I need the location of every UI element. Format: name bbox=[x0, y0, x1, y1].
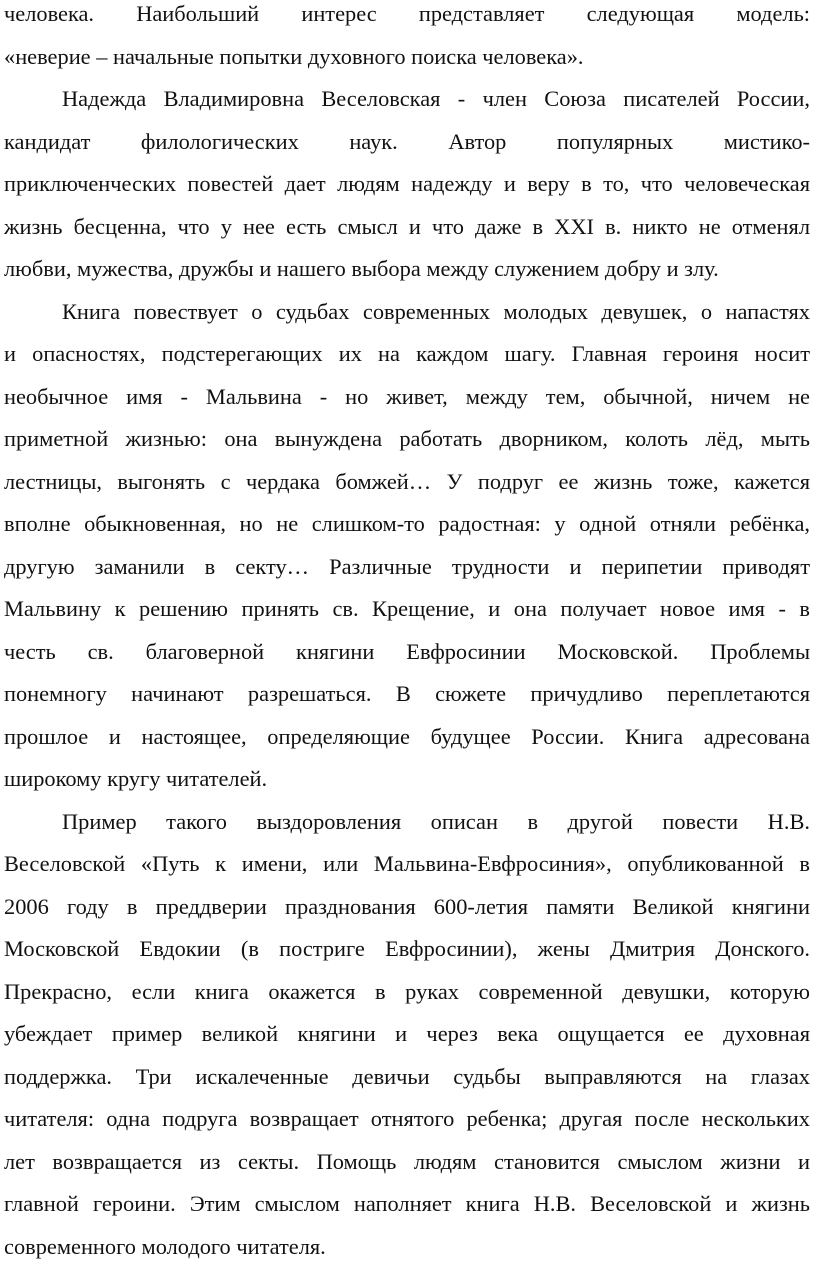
text-line: лет возвращается из секты. Помощь людям становится смыслом жизни и bbox=[4, 1141, 810, 1184]
text-line: честь св. благоверной княгини Евфросинии Московской. Проблемы bbox=[4, 631, 810, 674]
text-line: «неверие – начальные попытки духовного поиска человека». bbox=[4, 36, 810, 79]
text-line: и опасностях, подстерегающих их на каждом шагу. Главная героиня носит bbox=[4, 333, 810, 376]
text-line: кандидат филологических наук. Автор популярных мистико- bbox=[4, 121, 810, 164]
text-line: 2006 году в преддверии празднования 600-летия памяти Великой княгини bbox=[4, 886, 810, 929]
paragraph bbox=[4, 0, 810, 78]
text-line: Книга повествует о судьбах современных молодых девушек, о напастях bbox=[4, 291, 810, 334]
text-line: Прекрасно, если книга окажется в руках современной девушки, которую bbox=[4, 971, 810, 1014]
paragraph bbox=[4, 801, 810, 1268]
text-line: поддержка. Три искалеченные девичьи судьбы выправляются на глазах bbox=[4, 1056, 810, 1099]
text-line: другую заманили в секту… Различные трудности и перипетии приводят bbox=[4, 546, 810, 589]
paragraph bbox=[4, 291, 810, 801]
paragraph bbox=[4, 78, 810, 291]
text-line: человека. Наибольший интерес представляет следующая модель: bbox=[4, 0, 810, 36]
text-line: понемногу начинают разрешаться. В сюжете причудливо переплетаются bbox=[4, 673, 810, 716]
text-line: главной героини. Этим смыслом наполняет книга Н.В. Веселовской и жизнь bbox=[4, 1183, 810, 1226]
text-line: приключенческих повестей дает людям надежду и веру в то, что человеческая bbox=[4, 163, 810, 206]
text-line: любви, мужества, дружбы и нашего выбора между служением добру и злу. bbox=[4, 248, 810, 291]
text-line: прошлое и настоящее, определяющие будущее России. Книга адресована bbox=[4, 716, 810, 759]
text-line: вполне обыкновенная, но не слишком-то радостная: у одной отняли ребёнка, bbox=[4, 503, 810, 546]
text-line: широкому кругу читателей. bbox=[4, 758, 810, 801]
text-line: убеждает пример великой княгини и через века ощущается ее духовная bbox=[4, 1013, 810, 1056]
text-line: современного молодого читателя. bbox=[4, 1226, 810, 1268]
text-line: Московской Евдокии (в постриге Евфросинии), жены Дмитрия Донского. bbox=[4, 928, 810, 971]
text-line: лестницы, выгонять с чердака бомжей… У подруг ее жизнь тоже, кажется bbox=[4, 461, 810, 504]
text-line: Надежда Владимировна Веселовская - член Союза писателей России, bbox=[4, 78, 810, 121]
text-line: Пример такого выздоровления описан в другой повести Н.В. bbox=[4, 801, 810, 844]
text-line: читателя: одна подруга возвращает отнятого ребенка; другая после нескольких bbox=[4, 1098, 810, 1141]
text-line: приметной жизнью: она вынуждена работать дворником, колоть лёд, мыть bbox=[4, 418, 810, 461]
text-line: жизнь бесценна, что у нее есть смысл и что даже в XXI в. никто не отменял bbox=[4, 206, 810, 249]
text-line: Мальвину к решению принять св. Крещение, и она получает новое имя - в bbox=[4, 588, 810, 631]
text-line: необычное имя - Мальвина - но живет, между тем, обычной, ничем не bbox=[4, 376, 810, 419]
text-line: Веселовской «Путь к имени, или Мальвина-Евфросиния», опубликованной в bbox=[4, 843, 810, 886]
